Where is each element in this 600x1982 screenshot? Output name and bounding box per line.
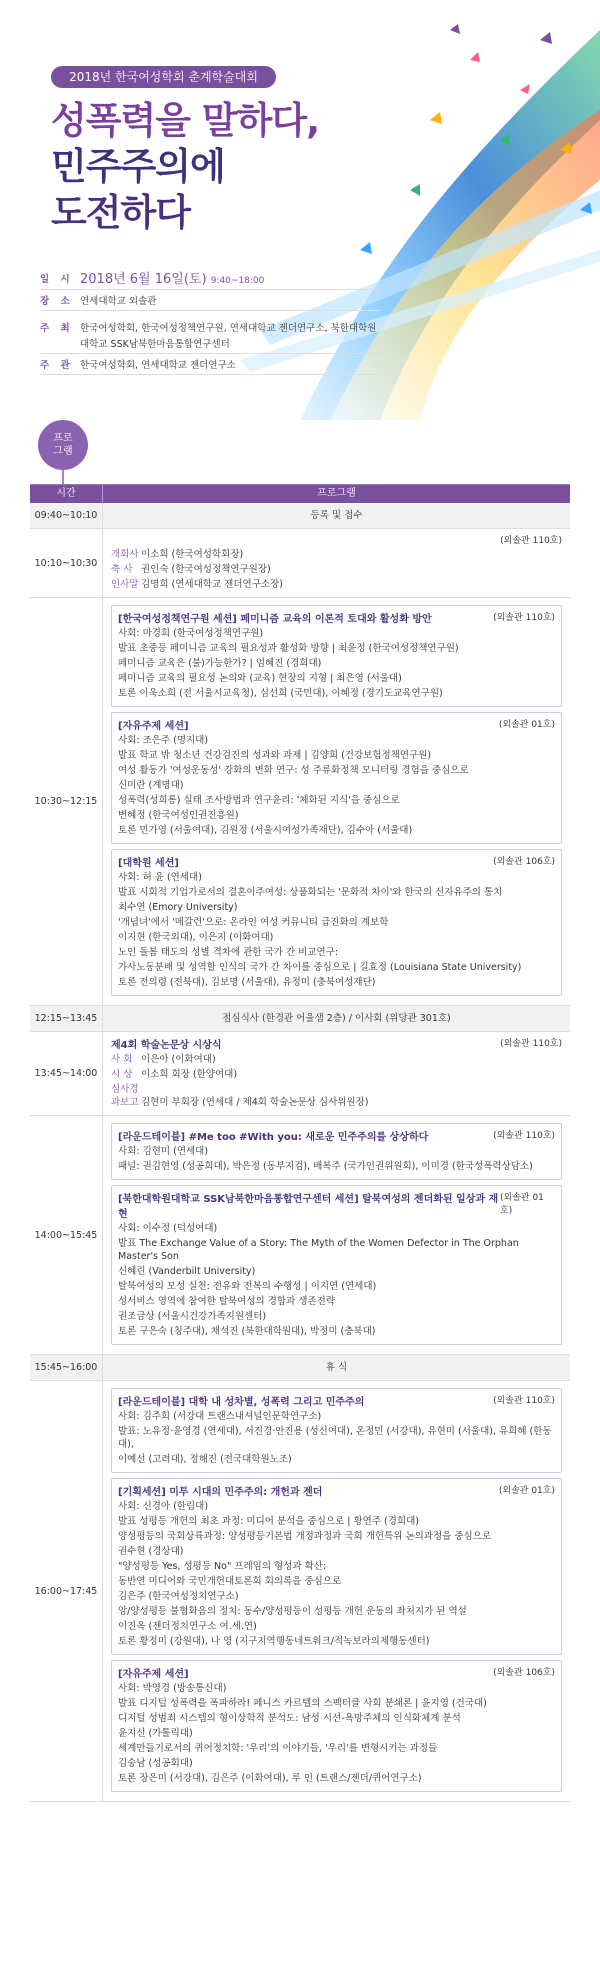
session-line: 변혜정 (한국여성인권진흥원) <box>118 810 239 821</box>
session-line: 권수현 (경상대) <box>118 1546 184 1557</box>
program-line <box>111 578 562 591</box>
session-chair: 사회: 신경아 (한림대) <box>118 1501 209 1512</box>
session-line: 발표 시회적 기업가로서의 결혼이주여성: 상품화되는 '문화적 차이'와 한국의 신자유주의 통치 <box>118 887 503 898</box>
session-location: (외솔관 110호) <box>493 613 555 623</box>
session-title: [자유주제 세션] <box>118 1669 189 1680</box>
program-badge-line1: 프로 <box>53 433 73 444</box>
session-location: (외솔관 110호) <box>493 1396 555 1406</box>
session-line: 신미란 (계명대) <box>118 780 184 791</box>
session-line: 이지현 (한국외대), 이은지 (이화여대) <box>118 932 274 943</box>
session-header <box>118 854 555 869</box>
session-box <box>111 1478 562 1655</box>
host-value: 한국여성학회, 한국여성정책연구원, 연세대학교 젠더연구소, 북한대학원대학교 SSK남북한마음통합연구센터 <box>80 323 377 350</box>
page-title <box>51 98 391 236</box>
table-row <box>30 1006 570 1032</box>
session-line: 토론 구은숙 (칭주대), 채석진 (북한대학원대), 박정미 (충북대) <box>118 1326 376 1337</box>
title-line-2: 민주주의에 <box>51 145 225 188</box>
session-title: [자유주제 세션] <box>118 721 189 732</box>
time-cell: 16:00~17:45 <box>30 1381 103 1801</box>
session-line: 동반연 미디어와 국민개헌대토론회 회의록을 중심으로 <box>118 1576 342 1587</box>
title-line-3: 도전하다 <box>51 191 190 234</box>
session-box <box>111 1388 562 1473</box>
session-box <box>111 1185 562 1345</box>
program-badge <box>38 420 88 470</box>
session-title: [북한대학원대학교 SSK남북한마음통합연구센터 세션] 탈북여성의 젠더화된 일상과 재현 <box>118 1194 499 1220</box>
row-header <box>111 533 562 546</box>
hero-banner <box>0 0 600 420</box>
event-badge: 2018년 한국여성학회 춘계학술대회 <box>51 66 276 88</box>
session-title: [라운드테이블] 대학 내 성차별, 성폭력 그리고 민주주의 <box>118 1397 365 1408</box>
session-chair: 사회: 김주희 (서강대 트랜스내셔널인문학연구소) <box>118 1411 322 1422</box>
program-cell <box>103 1116 570 1354</box>
session-box <box>111 712 562 844</box>
program-cell <box>103 529 570 597</box>
session-line: 앙/양성평등 불협화음의 정치: 동수/양성평등이 성평등 개헌 운동의 좌처지가 된 역설 <box>118 1606 467 1617</box>
session-line: 세계만들기로서의 퀴어정치학: '우리'의 이야기들, '우리'를 변형시키는 과정들 <box>118 1743 438 1754</box>
session-line: 토론 민가영 (서울여대), 김원정 (서울시여성가족재단), 김수아 (서울대) <box>118 825 413 836</box>
session-location: (외솔관 106호) <box>493 857 555 867</box>
session-title: [한국여성정책연구원 세션] 페미니즘 교육의 이론적 토대와 활성화 방안 <box>118 614 432 625</box>
session-line: 여성 활동가 '여성운동성' 강화의 변화 연구: 성 주류화정책 모니터링 경험을 중심으로 <box>118 765 469 776</box>
row-location: (외솔관 110호) <box>500 1039 562 1049</box>
line-label: 인사말 <box>111 579 139 590</box>
table-row <box>30 598 570 1006</box>
time-cell: 15:45~16:00 <box>30 1355 103 1380</box>
line-label: 축 사 <box>111 564 133 575</box>
session-line: 발표 The Exchange Value of a Story: The Myth of the Women Defector in The Orphan Master's Son <box>118 1238 519 1262</box>
table-row <box>30 529 570 598</box>
session-line: 발표 성평등 개헌의 최초 과정: 미디어 분석을 중심으로 | 황연주 (경희대) <box>118 1516 419 1527</box>
program-text: 등록 및 접수 <box>310 510 363 521</box>
place-value: 연세대학교 외솔관 <box>80 296 157 307</box>
session-box <box>111 1123 562 1180</box>
line-label: 시 상 <box>111 1069 133 1080</box>
session-chair: 사회: 조은주 (명지대) <box>118 735 209 746</box>
date-label: 일 시 <box>40 274 74 285</box>
line-text: 이소희 (한국여성학회장) <box>141 549 244 560</box>
line-text: 이소희 회장 (한양여대) <box>141 1069 238 1080</box>
sponsor-label: 주 관 <box>40 360 74 371</box>
session-line: '개념녀'에서 '메갈련'으로: 온라인 여성 커뮤니티 급진화의 계보학 <box>118 917 389 928</box>
session-box <box>111 1660 562 1792</box>
session-chair: 사회: 김현미 (연세대) <box>118 1146 209 1157</box>
header-time: 시간 <box>30 485 103 503</box>
session-header <box>118 1190 555 1220</box>
session-chair: 사회: 마경희 (한국여성정책연구원) <box>118 628 264 639</box>
session-chair: 사회: 이수정 (덕성여대) <box>118 1223 218 1234</box>
program-cell <box>103 1355 570 1380</box>
session-line: "양성평등 Yes, 성평등 No" 프레임의 형성과 확산: <box>118 1561 327 1572</box>
line-text: 김명희 (연세대학교 젠더연구소장) <box>141 579 283 590</box>
place-label: 장 소 <box>40 296 74 307</box>
session-line: 권조금상 (서울시건강가족지원센터) <box>118 1311 267 1322</box>
program-line <box>111 548 562 561</box>
session-line: 양성평등의 국회상륙과정: 양성평등기본법 개정과정과 국회 개헌특위 논의과정을 중심으로 <box>118 1531 492 1542</box>
line-label: 사 회 <box>111 1054 133 1065</box>
session-box <box>111 849 562 996</box>
session-title: [라운드테이블] #Me too #With you: 새로운 민주주의를 상상하다 <box>118 1132 429 1143</box>
program-rows <box>30 503 570 1802</box>
program-cell <box>103 1381 570 1801</box>
program-text: 점심식사 (한경관 어울샘 2층) / 이사회 (위당관 301호) <box>222 1013 451 1024</box>
program-line <box>111 1053 562 1066</box>
session-header <box>118 1483 555 1498</box>
session-location: (외솔관 01호) <box>498 720 555 730</box>
session-title: [기획세션] 미투 시대의 민주주의: 개헌과 젠더 <box>118 1487 323 1498</box>
session-header <box>118 610 555 625</box>
session-line: 발표: 노유정·윤영경 (연세대), 서진경·안진용 (성신여대), 온정민 (서강대), 유현미 (서울대), 유희혜 (한동대), <box>118 1426 552 1450</box>
session-line: 성폭력(성희롱) 실태 조사방법과 연구윤리: '체화된 지식'을 중심으로 <box>118 795 400 806</box>
program-line <box>111 563 562 576</box>
program-line <box>111 1068 562 1081</box>
time-cell: 10:10~10:30 <box>30 529 103 597</box>
session-location: (외솔관 106호) <box>493 1668 555 1678</box>
session-location: (외솔관 110호) <box>493 1131 555 1141</box>
program-badge-text <box>38 420 88 458</box>
table-row <box>30 1355 570 1381</box>
sponsor-row <box>40 358 380 375</box>
time-cell: 10:30~12:15 <box>30 598 103 1005</box>
program-cell <box>103 1006 570 1031</box>
date-row <box>40 272 380 290</box>
program-cell <box>103 503 570 528</box>
time-cell: 12:15~13:45 <box>30 1006 103 1031</box>
line-text: 권인숙 (한국여성정책연구원장) <box>141 564 271 575</box>
session-line: 김은주 (한국여성정치연구소) <box>118 1591 239 1602</box>
session-header <box>118 1393 555 1408</box>
session-line: 김숭남 (성공회대) <box>118 1758 193 1769</box>
session-line: 토론 장은미 (서강대), 김은주 (이화여대), 루 인 (트랜스/젠더/퀴어연구소) <box>118 1773 422 1784</box>
line-text: 김현미 부회장 (연세대 / 제4회 학술논문상 심사위원장) <box>141 1097 369 1108</box>
session-line: 이진옥 (젠더정치연구소 여.세.연) <box>118 1621 257 1632</box>
time-cell: 14:00~15:45 <box>30 1116 103 1354</box>
session-line: 노인 돌봄 태도의 성별 격차에 관한 국가 간 비교연구: <box>118 947 339 958</box>
host-row <box>40 321 380 354</box>
program-badge-line2: 그램 <box>53 446 73 457</box>
session-line: 토론 전의령 (전북대), 김보명 (서울대), 유정미 (충북여성재단) <box>118 977 376 988</box>
session-line: 페미니즘 교육은 (불)가능한가? | 엄혜진 (경희대) <box>118 658 322 669</box>
session-line: 윤지선 (가톨릭대) <box>118 1728 193 1739</box>
session-line: 패널: 권김현영 (성공회대), 박은정 (동부지검), 배복주 (국가인권위원회), 이미경 (한국성폭력상담소) <box>118 1161 533 1172</box>
session-box <box>111 605 562 707</box>
time-cell: 13:45~14:00 <box>30 1032 103 1115</box>
session-chair: 사회: 박영경 (방송통신대) <box>118 1683 227 1694</box>
place-row <box>40 294 380 311</box>
title-line-1: 성폭력을 말하다, <box>51 99 320 142</box>
session-header <box>118 717 555 732</box>
session-line: 발표 초중등 페미니즘 교육의 필요성과 활성화 방향 | 최윤정 (한국여성정책연구원) <box>118 643 459 654</box>
row-location: (외솔관 110호) <box>500 536 562 546</box>
session-location: (외솔관 01호) <box>498 1486 555 1496</box>
session-chair: 사회: 허 윤 (연세대) <box>118 872 202 883</box>
session-line: 발표 학교 밖 청소년 건강검진의 성과와 과제 | 김양희 (건강보험정책연구원) <box>118 750 432 761</box>
session-header <box>118 1128 555 1143</box>
table-row <box>30 1381 570 1802</box>
session-line: 발표 디지털 성폭력을 폭파하라! 페니스 카르텔의 스펙터클 사회 분쇄론 | 윤지영 (건국대) <box>118 1698 487 1709</box>
program-table-header <box>30 485 570 503</box>
host-label: 주 최 <box>40 323 74 334</box>
session-line: 탈북여성의 모성 실천: 전유와 전복의 수행성 | 이지연 (연세대) <box>118 1281 377 1292</box>
table-row <box>30 503 570 529</box>
table-row <box>30 1032 570 1116</box>
session-location: (외솔관 01호) <box>500 1193 544 1216</box>
session-line: 성서비스 영역에 참여한 탈북여성의 경합과 생존전략 <box>118 1296 335 1307</box>
session-line: 토론 황정미 (강원대), 나 영 (지구지역행동네트워크/적녹보라의제행동센터) <box>118 1636 430 1647</box>
session-line: 토론 이욱소희 (전 서울시교육청), 심선희 (국민대), 이혜정 (경기도교육연구원) <box>118 688 443 699</box>
session-line: 가사노동분배 및 성역할 인식의 국가 간 차이를 중심으로 | 길효정 (Louisiana State University) <box>118 962 522 973</box>
sponsor-value: 한국여성학회, 연세대학교 젠더연구소 <box>80 360 236 371</box>
session-header <box>118 1665 555 1680</box>
row-title: 제4회 학술논문상 시상식 <box>111 1040 222 1051</box>
line-text: 이은아 (이화여대) <box>141 1054 216 1065</box>
table-row <box>30 1116 570 1355</box>
event-info <box>40 272 380 379</box>
program-connector <box>62 470 64 484</box>
session-title: [대학원 세션] <box>118 858 179 869</box>
line-label: 심사경과보고 <box>111 1084 139 1108</box>
session-line: 디지털 성범죄 시스템의 형이상학적 분석도: 남성 시선-욕망주체의 인식화체계 분석 <box>118 1713 461 1724</box>
session-line: 신혜린 (Vanderbilt University) <box>118 1266 256 1277</box>
line-label: 개회사 <box>111 549 139 560</box>
session-line: 이예선 (고려대), 정해진 (전국대학원노조) <box>118 1454 292 1465</box>
session-line: 페미니즘 교육의 필요성 논의와 (교육) 현장의 지형 | 최은영 (서울대) <box>118 673 402 684</box>
date-value <box>80 272 380 289</box>
program-line <box>111 1083 562 1109</box>
header-program: 프로그램 <box>317 488 356 499</box>
session-line: 최수연 (Emory University) <box>118 902 238 913</box>
program-cell <box>103 1032 570 1115</box>
program-cell <box>103 598 570 1005</box>
date-text: 2018년 6월 16일(토) <box>80 272 207 287</box>
date-time: 9:40~18:00 <box>210 276 265 286</box>
program-table <box>30 484 570 1802</box>
time-cell: 09:40~10:10 <box>30 503 103 528</box>
row-header <box>111 1036 562 1051</box>
program-text: 휴 식 <box>325 1362 348 1373</box>
